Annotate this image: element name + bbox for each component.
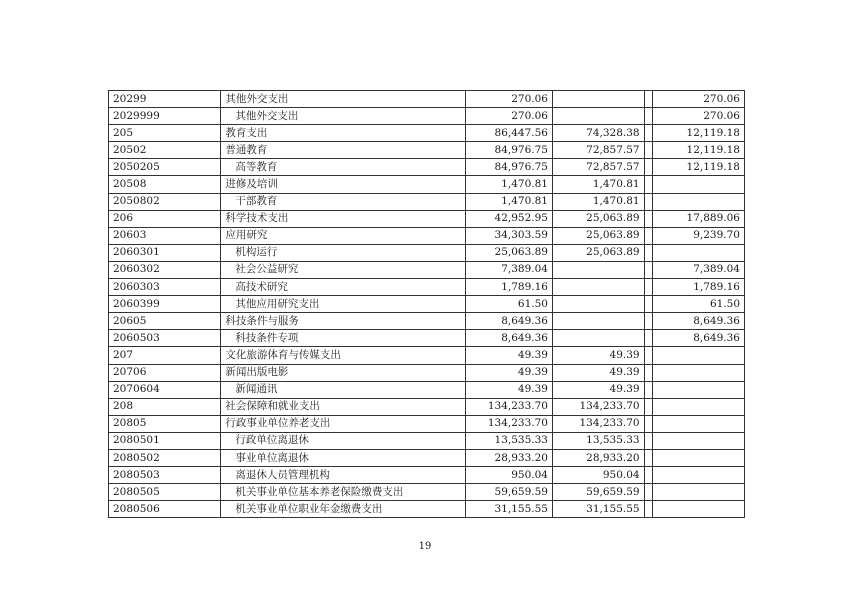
subject-code-cell: 208 — [109, 398, 221, 415]
subject-name-cell: 机关事业单位职业年金缴费支出 — [221, 501, 465, 518]
subject-name-cell: 高等教育 — [221, 159, 465, 176]
basic-expenditure-cell: 74,328.38 — [552, 125, 644, 142]
table-row — [109, 227, 745, 244]
subject-code-cell: 205 — [109, 125, 221, 142]
subject-name-cell: 事业单位离退休 — [221, 449, 465, 466]
table-row — [109, 381, 745, 398]
subject-code-cell: 20706 — [109, 364, 221, 381]
subject-code-cell: 2080502 — [109, 449, 221, 466]
spacer-cell — [644, 125, 653, 142]
subject-name-cell: 干部教育 — [221, 193, 465, 210]
total-amount-cell: 84,976.75 — [465, 142, 552, 159]
subject-name-cell: 科技条件与服务 — [221, 313, 465, 330]
project-expenditure-cell — [653, 467, 745, 484]
spacer-cell — [644, 91, 653, 108]
total-amount-cell: 34,303.59 — [465, 227, 552, 244]
basic-expenditure-cell: 13,535.33 — [552, 432, 644, 449]
subject-name-cell: 新闻通讯 — [221, 381, 465, 398]
total-amount-cell: 49.39 — [465, 347, 552, 364]
table-row — [109, 142, 745, 159]
subject-name-cell: 应用研究 — [221, 227, 465, 244]
total-amount-cell: 950.04 — [465, 467, 552, 484]
basic-expenditure-cell: 49.39 — [552, 347, 644, 364]
total-amount-cell: 8,649.36 — [465, 313, 552, 330]
table-row — [109, 296, 745, 313]
spacer-cell — [644, 330, 653, 347]
project-expenditure-cell — [653, 484, 745, 501]
spacer-cell — [644, 244, 653, 261]
basic-expenditure-cell: 49.39 — [552, 364, 644, 381]
subject-name-cell: 社会公益研究 — [221, 261, 465, 278]
project-expenditure-cell — [653, 364, 745, 381]
basic-expenditure-cell: 28,933.20 — [552, 449, 644, 466]
total-amount-cell: 7,389.04 — [465, 261, 552, 278]
project-expenditure-cell — [653, 193, 745, 210]
project-expenditure-cell: 270.06 — [653, 108, 745, 125]
project-expenditure-cell — [653, 415, 745, 432]
subject-name-cell: 教育支出 — [221, 125, 465, 142]
subject-code-cell: 20605 — [109, 313, 221, 330]
project-expenditure-cell: 8,649.36 — [653, 330, 745, 347]
total-amount-cell: 59,659.59 — [465, 484, 552, 501]
spacer-cell — [644, 364, 653, 381]
basic-expenditure-cell: 134,233.70 — [552, 415, 644, 432]
total-amount-cell: 13,535.33 — [465, 432, 552, 449]
project-expenditure-cell: 270.06 — [653, 91, 745, 108]
total-amount-cell: 1,470.81 — [465, 193, 552, 210]
subject-name-cell: 行政单位离退休 — [221, 432, 465, 449]
basic-expenditure-cell: 25,063.89 — [552, 244, 644, 261]
subject-code-cell: 20508 — [109, 176, 221, 193]
subject-name-cell: 高技术研究 — [221, 279, 465, 296]
table-row — [109, 449, 745, 466]
total-amount-cell: 1,789.16 — [465, 279, 552, 296]
total-amount-cell: 28,933.20 — [465, 449, 552, 466]
spacer-cell — [644, 381, 653, 398]
subject-code-cell: 2060301 — [109, 244, 221, 261]
subject-code-cell: 206 — [109, 210, 221, 227]
basic-expenditure-cell: 31,155.55 — [552, 501, 644, 518]
project-expenditure-cell — [653, 398, 745, 415]
spacer-cell — [644, 296, 653, 313]
table-row — [109, 347, 745, 364]
spacer-cell — [644, 432, 653, 449]
spacer-cell — [644, 108, 653, 125]
total-amount-cell: 86,447.56 — [465, 125, 552, 142]
spacer-cell — [644, 347, 653, 364]
total-amount-cell: 61.50 — [465, 296, 552, 313]
subject-code-cell: 20299 — [109, 91, 221, 108]
basic-expenditure-cell: 49.39 — [552, 381, 644, 398]
spacer-cell — [644, 467, 653, 484]
total-amount-cell: 84,976.75 — [465, 159, 552, 176]
project-expenditure-cell — [653, 244, 745, 261]
project-expenditure-cell — [653, 347, 745, 364]
table-row — [109, 330, 745, 347]
spacer-cell — [644, 501, 653, 518]
table-row — [109, 193, 745, 210]
basic-expenditure-cell: 72,857.57 — [552, 142, 644, 159]
project-expenditure-cell: 7,389.04 — [653, 261, 745, 278]
spacer-cell — [644, 176, 653, 193]
page-number: 19 — [418, 541, 432, 552]
total-amount-cell: 270.06 — [465, 91, 552, 108]
table-row — [109, 176, 745, 193]
table-row — [109, 501, 745, 518]
spacer-cell — [644, 484, 653, 501]
table-row — [109, 159, 745, 176]
basic-expenditure-cell: 1,470.81 — [552, 176, 644, 193]
spacer-cell — [644, 279, 653, 296]
total-amount-cell: 8,649.36 — [465, 330, 552, 347]
subject-code-cell: 2050205 — [109, 159, 221, 176]
subject-name-cell: 文化旅游体育与传媒支出 — [221, 347, 465, 364]
subject-name-cell: 其他应用研究支出 — [221, 296, 465, 313]
basic-expenditure-cell — [552, 296, 644, 313]
project-expenditure-cell: 12,119.18 — [653, 159, 745, 176]
spacer-cell — [644, 415, 653, 432]
project-expenditure-cell — [653, 176, 745, 193]
spacer-cell — [644, 261, 653, 278]
spacer-cell — [644, 142, 653, 159]
table-row — [109, 432, 745, 449]
total-amount-cell: 1,470.81 — [465, 176, 552, 193]
table-row — [109, 398, 745, 415]
subject-name-cell: 科技条件专项 — [221, 330, 465, 347]
subject-code-cell: 2060503 — [109, 330, 221, 347]
project-expenditure-cell — [653, 381, 745, 398]
table-row — [109, 91, 745, 108]
subject-name-cell: 普通教育 — [221, 142, 465, 159]
spacer-cell — [644, 193, 653, 210]
table-body — [109, 91, 745, 518]
table-row — [109, 210, 745, 227]
total-amount-cell: 25,063.89 — [465, 244, 552, 261]
subject-name-cell: 机关事业单位基本养老保险缴费支出 — [221, 484, 465, 501]
subject-name-cell: 其他外交支出 — [221, 108, 465, 125]
total-amount-cell: 42,952.95 — [465, 210, 552, 227]
total-amount-cell: 49.39 — [465, 381, 552, 398]
table-row — [109, 279, 745, 296]
subject-name-cell: 进修及培训 — [221, 176, 465, 193]
subject-code-cell: 2080503 — [109, 467, 221, 484]
subject-code-cell: 2080505 — [109, 484, 221, 501]
spacer-cell — [644, 227, 653, 244]
basic-expenditure-cell: 1,470.81 — [552, 193, 644, 210]
table-row — [109, 261, 745, 278]
subject-name-cell: 其他外交支出 — [221, 91, 465, 108]
basic-expenditure-cell — [552, 330, 644, 347]
subject-code-cell: 2029999 — [109, 108, 221, 125]
total-amount-cell: 49.39 — [465, 364, 552, 381]
table-row — [109, 364, 745, 381]
subject-name-cell: 社会保障和就业支出 — [221, 398, 465, 415]
table-row — [109, 467, 745, 484]
subject-code-cell: 207 — [109, 347, 221, 364]
project-expenditure-cell: 1,789.16 — [653, 279, 745, 296]
basic-expenditure-cell: 25,063.89 — [552, 227, 644, 244]
total-amount-cell: 134,233.70 — [465, 398, 552, 415]
basic-expenditure-cell: 72,857.57 — [552, 159, 644, 176]
subject-code-cell: 20502 — [109, 142, 221, 159]
subject-code-cell: 2050802 — [109, 193, 221, 210]
subject-code-cell: 20805 — [109, 415, 221, 432]
spacer-cell — [644, 449, 653, 466]
basic-expenditure-cell: 59,659.59 — [552, 484, 644, 501]
spacer-cell — [644, 313, 653, 330]
subject-code-cell: 2080501 — [109, 432, 221, 449]
table-row — [109, 125, 745, 142]
table-row — [109, 108, 745, 125]
subject-code-cell: 2060399 — [109, 296, 221, 313]
total-amount-cell: 31,155.55 — [465, 501, 552, 518]
table-row — [109, 313, 745, 330]
basic-expenditure-cell — [552, 261, 644, 278]
subject-name-cell: 科学技术支出 — [221, 210, 465, 227]
project-expenditure-cell: 12,119.18 — [653, 125, 745, 142]
subject-code-cell: 2080506 — [109, 501, 221, 518]
project-expenditure-cell: 8,649.36 — [653, 313, 745, 330]
basic-expenditure-cell — [552, 279, 644, 296]
subject-code-cell: 2060303 — [109, 279, 221, 296]
project-expenditure-cell: 61.50 — [653, 296, 745, 313]
table-row — [109, 244, 745, 261]
project-expenditure-cell — [653, 449, 745, 466]
subject-name-cell: 新闻出版电影 — [221, 364, 465, 381]
spacer-cell — [644, 159, 653, 176]
subject-code-cell: 2060302 — [109, 261, 221, 278]
project-expenditure-cell — [653, 432, 745, 449]
basic-expenditure-cell: 950.04 — [552, 467, 644, 484]
table-row — [109, 484, 745, 501]
basic-expenditure-cell: 25,063.89 — [552, 210, 644, 227]
basic-expenditure-cell: 134,233.70 — [552, 398, 644, 415]
table-row — [109, 415, 745, 432]
project-expenditure-cell — [653, 501, 745, 518]
project-expenditure-cell: 17,889.06 — [653, 210, 745, 227]
total-amount-cell: 134,233.70 — [465, 415, 552, 432]
basic-expenditure-cell — [552, 108, 644, 125]
subject-name-cell: 行政事业单位养老支出 — [221, 415, 465, 432]
basic-expenditure-cell — [552, 313, 644, 330]
project-expenditure-cell: 12,119.18 — [653, 142, 745, 159]
subject-code-cell: 2070604 — [109, 381, 221, 398]
basic-expenditure-cell — [552, 91, 644, 108]
spacer-cell — [644, 210, 653, 227]
total-amount-cell: 270.06 — [465, 108, 552, 125]
subject-code-cell: 20603 — [109, 227, 221, 244]
subject-name-cell: 离退休人员管理机构 — [221, 467, 465, 484]
spacer-cell — [644, 398, 653, 415]
project-expenditure-cell: 9,239.70 — [653, 227, 745, 244]
expenditure-table — [108, 90, 745, 518]
subject-name-cell: 机构运行 — [221, 244, 465, 261]
